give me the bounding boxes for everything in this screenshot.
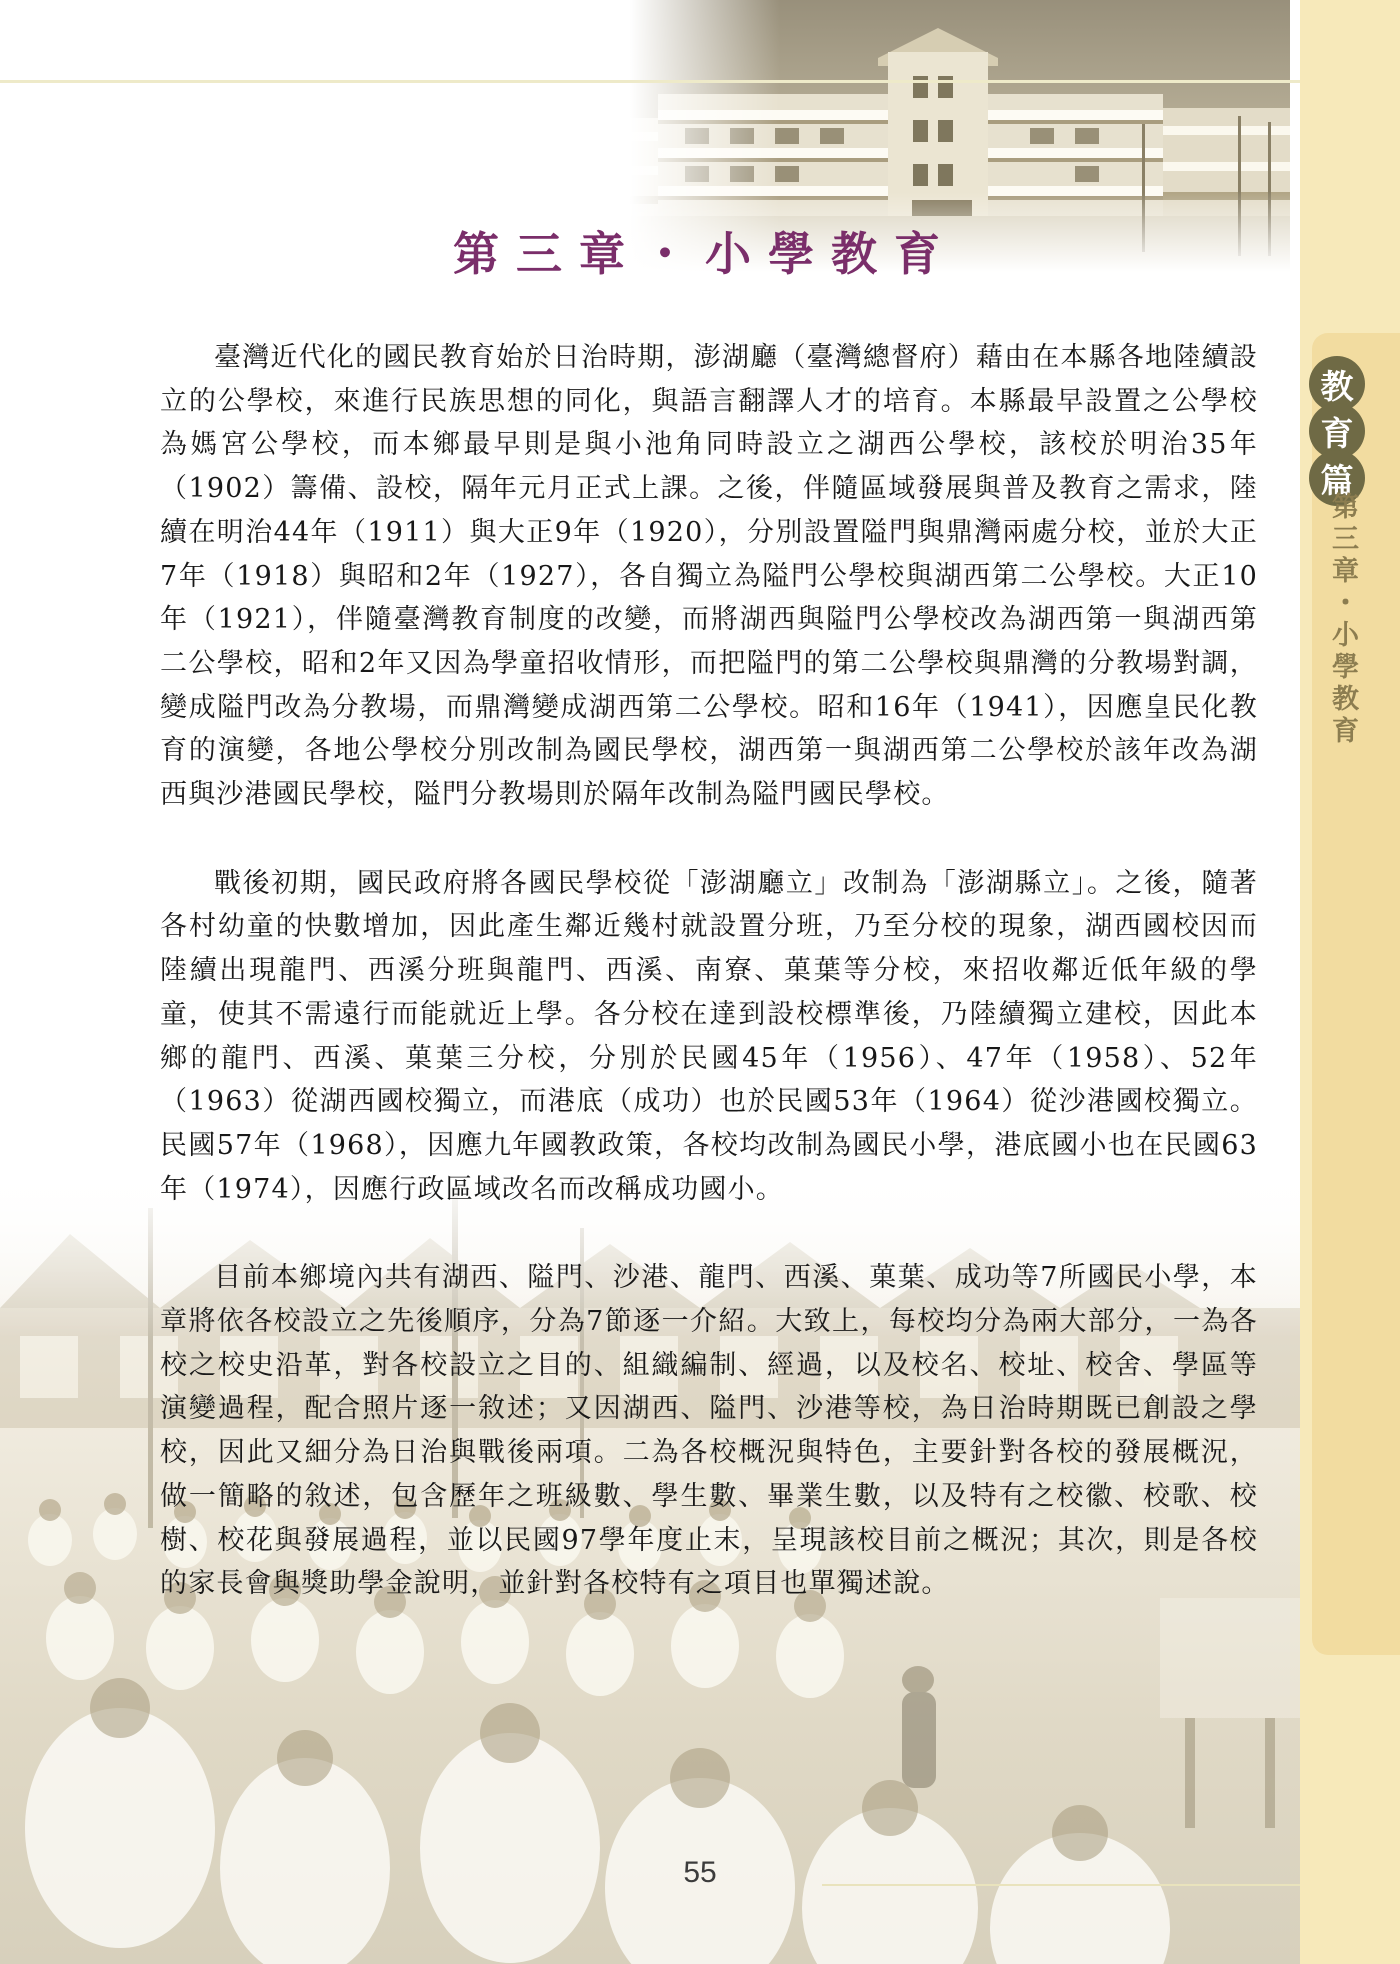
section-badge: [1309, 356, 1367, 506]
badge-circle-2: [1309, 403, 1365, 459]
badge-circle-1: [1309, 356, 1365, 412]
chapter-title: 第三章・小學教育: [453, 227, 957, 281]
header-rule: [0, 80, 1400, 83]
badge-char-3: 篇: [1320, 460, 1354, 500]
sidebar: [1300, 0, 1400, 1964]
badge-char-2: 育: [1320, 413, 1354, 453]
paragraph-3: 目前本鄉境內共有湖西、隘門、沙港、龍門、西溪、菓葉、成功等7所國民小學，本章將依各校設立之先後順序，分為7節逐一介紹。大致上，每校均分為兩大部分，一為各校之校史沿革，對各校設立之目的、組織編制、經過，以及校名、校址、校舍、學區等演變過程，配合照片逐一敘述；又因湖西、隘門、沙港等校，為日治時期既已創設之學校，因此又細分為日治與戰後兩項。二為各校概況與特色，主要針對各校的發展概況，做一簡略的敘述，包含歷年之班級數、學生數、畢業生數，以及特有之校徽、校歌、校樹、校花與發展過程，並以民國97學年度止末，呈現該校目前之概況；其次，則是各校的家長會與獎助學金說明，並針對各校特有之項目也單獨述說。: [160, 1262, 1258, 1600]
badge-char-1: 教: [1320, 366, 1354, 406]
paragraph-1: 臺灣近代化的國民教育始於日治時期，澎湖廳（臺灣總督府）藉由在本縣各地陸續設立的公學校，來進行民族思想的同化，與語言翻譯人才的培育。本縣最早設置之公學校為媽宮公學校，而本鄉最早則是與小池角同時設立之湖西公學校，該校於明治35年（1902）籌備、設校，隔年元月正式上課。之後，伴隨區域發展與普及教育之需求，陸續在明治44年（1911）與大正9年（1920），分別設置隘門與鼎灣兩處分校，並於大正7年（1918）與昭和2年（1927），各自獨立為隘門公學校與湖西第二公學校。大正10年（1921），伴隨臺灣教育制度的改變，而將湖西與隘門公學校改為湖西第一與湖西第二公學校，昭和2年又因為學童招收情形，而把隘門的第二公學校與鼎灣的分教場對調，變成隘門改為分教場，而鼎灣變成湖西第二公學校。昭和16年（1941），因應皇民化教育的演變，各地公學校分別改制為國民學校，湖西第一與湖西第二公學校於該年改為湖西與沙港國民學校，隘門分教場則於隔年改制為隘門國民學校。: [160, 342, 1258, 811]
paragraph-2: 戰後初期，國民政府將各國民學校從「澎湖廳立」改制為「澎湖縣立」。之後，隨著各村幼童的快數增加，因此產生鄰近幾村就設置分班，乃至分校的現象，湖西國校因而陸續出現龍門、西溪分班與龍門、西溪、南寮、菓葉等分校，來招收鄰近低年級的學童，使其不需遠行而能就近上學。各分校在達到設校標準後，乃陸續獨立建校，因此本鄉的龍門、西溪、菓葉三分校，分別於民國45年（1956）、47年（1958）、52年（1963）從湖西國校獨立，而港底（成功）也於民國53年（1964）從沙港國校獨立。民國57年（1968），因應九年國教政策，各校均改制為國民小學，港底國小也在民國63年（1974），因應行政區域改名而改稱成功國小。: [160, 867, 1258, 1205]
chapter-vertical-label: 第三章・小學教育: [1327, 492, 1358, 748]
page-number: 55: [683, 1856, 717, 1889]
body-text: [160, 336, 1258, 1651]
